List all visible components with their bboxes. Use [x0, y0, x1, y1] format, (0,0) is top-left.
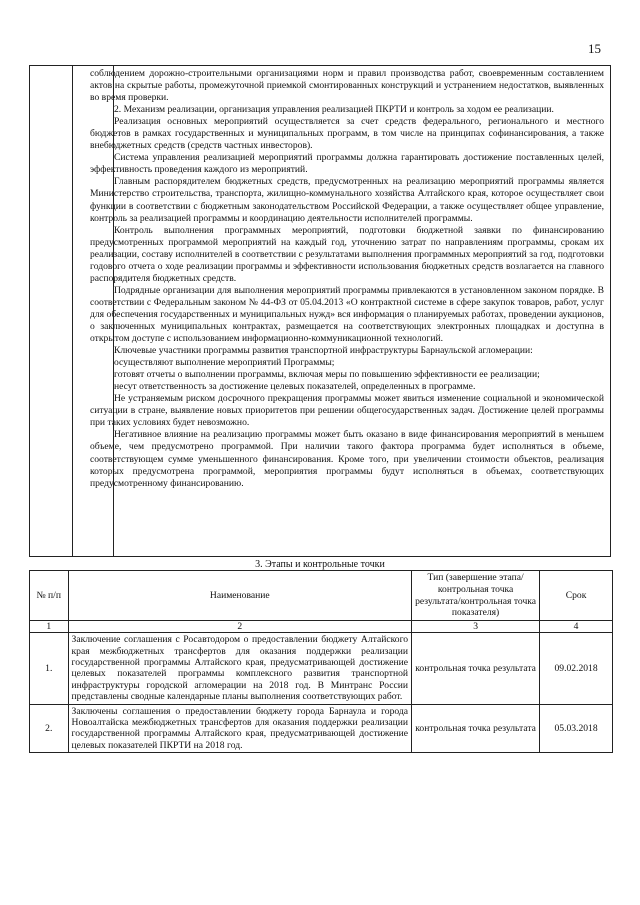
row-num: 2. [30, 704, 69, 753]
table-row [30, 704, 613, 753]
paragraph: соблюдением дорожно-строительными организациями норм и правил производства работ, своевременным составлением актов на скрытые работы, промежуточной приемкой смонтированных конструкций и устранением недостатков, выявленных во время проверки. [90, 68, 604, 104]
column-index: 4 [540, 621, 613, 633]
paragraph: 2. Механизм реализации, организация управления реализацией ПКРТИ и контроль за ходом ее реализации. [114, 104, 554, 116]
page-number: 15 [588, 41, 601, 56]
column-index-row [30, 621, 613, 633]
header-term: Срок [540, 571, 613, 621]
header-type: Тип (завершение этапа/контрольная точка результата/контрольная точка показателя) [412, 571, 540, 621]
paragraph: Негативное влияние на реализацию программы может быть оказано в виде финансирования мероприятий в меньшем объеме, чем предусмотрено программой. При наличии такого фактора программа будет исполняться в объеме, соответствующем сумме уменьшенного финансирования. Кроме того, при увеличении стоимости объектов, реализация которых предусмотрена программой, мероприятия программы будут исполняться в объемах, соответствующих предусмотренному финансированию. [90, 429, 604, 489]
paragraph: Ключевые участники программы развития транспортной инфраструктуры Барнаульской агломерации: [114, 345, 533, 357]
table-header-row [30, 571, 613, 621]
mechanism-text [90, 68, 604, 490]
paragraph: несут ответственность за достижение целевых показателей, определенных в программе. [114, 381, 476, 393]
section-title: 3. Этапы и контрольные точки [255, 559, 385, 570]
paragraph: Главным распорядителем бюджетных средств, предусмотренных на реализацию мероприятий программы является Министерство строительства, транспорта, жилищно-коммунального хозяйства Алтайского края, которое осуществляет свои функции в соответствии с бюджетным законодательством Российской Федерации, а также осуществляет общее управление, контроль за реализацией программы и координацию деятельности исполнителей программы. [90, 176, 604, 224]
row-term: 09.02.2018 [540, 633, 613, 704]
paragraph: готовят отчеты о выполнении программы, включая меры по повышению эффективности ее реализации; [114, 369, 540, 381]
paragraph: Контроль выполнения программных мероприятий, подготовки бюджетной заявки по финансированию предусмотренных программой мероприятий на каждый год, уточнению затрат по направлениям программы, срокам их реализации, составу исполнителей в соответствии с результатами выполнения программных мероприятий за год, подготовки годового отчета о ходе реализации программы и эффективности использования бюджетных средств возлагается на главного распорядителя бюджетных средств. [90, 224, 604, 284]
header-name: Наименование [68, 571, 412, 621]
row-term: 05.03.2018 [540, 704, 613, 753]
row-type: контрольная точка результата [412, 704, 540, 753]
paragraph: Реализация основных мероприятий осуществляется за счет средств федерального, регионального и местного бюджетов в рамках государственных и муниципальных программ, в том числе на принципах софинансирования, а также внебюджетных средств (средств частных инвесторов). [90, 116, 604, 152]
paragraph: Система управления реализацией мероприятий программы должна гарантировать достижение поставленных целей, эффективность проведения каждого из мероприятий. [90, 152, 604, 176]
row-name: Заключены соглашения о предоставлении бюджету города Барнаула и города Новоалтайска межбюджетных трансфертов для оказания поддержки реализации государственной программы Алтайского края, предусматривающей достижение целевых показателей ПКРТИ на 2018 год. [68, 704, 412, 753]
header-num: № п/п [30, 571, 69, 621]
paragraph: Не устраняемым риском досрочного прекращения программы может явиться изменение социальной и экономической ситуации в стране, выявление новых приоритетов при решении общегосударственных задач. Достижение целей программы при таких условиях будет невозможно. [90, 393, 604, 429]
continuation-table-col-num [30, 66, 73, 556]
table-row [30, 633, 613, 704]
control-points-table [29, 570, 613, 753]
row-type: контрольная точка результата [412, 633, 540, 704]
paragraph: Подрядные организации для выполнения мероприятий программы привлекаются в установленном законом порядке. В соответствии с Федеральным законом № 44-ФЗ от 05.04.2013 «О контрактной системе в сфере закупок товаров, работ, услуг для обеспечения государственных и муниципальных нужд» вся информация о планируемых работах, проведении аукционов, о заключенных муниципальных контрактах, размещается на соответствующих электронных площадках и доступна в открытом доступе с использованием информационно-коммуникационной технологий. [90, 284, 604, 345]
column-index: 1 [30, 621, 69, 633]
row-num: 1. [30, 633, 69, 704]
column-index: 2 [68, 621, 412, 633]
paragraph: осуществляют выполнение мероприятий Программы; [114, 357, 335, 369]
row-name: Заключение соглашения с Росавтодором о предоставлении бюджету Алтайского края межбюджетных трансфертов для оказания поддержки реализации государственной программы Алтайского края, предусматривающей достижение целевых показателей программы комплексного развития транспортной инфраструктуры городской агломерации на 2018 год. В Минтранс России представлены сводные календарные планы выполнения соответствующих работ. [68, 633, 412, 704]
column-index: 3 [412, 621, 540, 633]
